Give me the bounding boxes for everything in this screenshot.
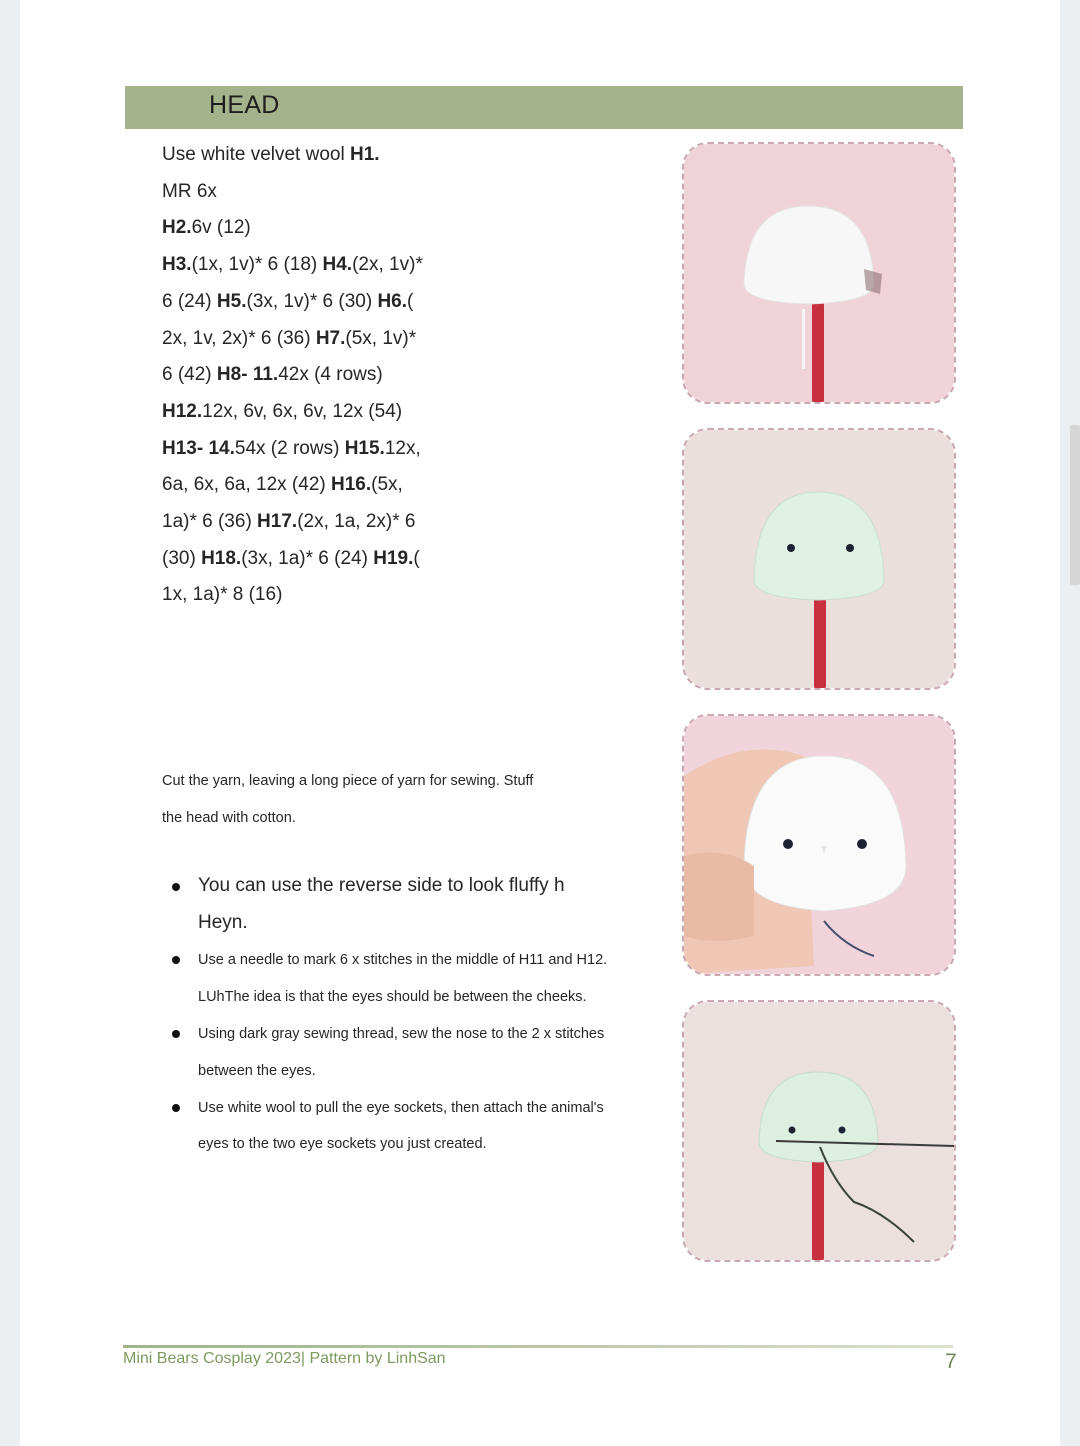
pattern-row: 2x, 1v, 2x)* 6 (36) H7.(5x, 1v)* bbox=[162, 327, 417, 349]
pattern-row: 6a, 6x, 6a, 12x (42) H16.(5x, bbox=[162, 474, 403, 496]
pattern-rows bbox=[162, 174, 462, 614]
footer-credit: Mini Bears Cosplay 2023| Pattern by LinhSan bbox=[123, 1350, 446, 1367]
note-line: Cut the yarn, leaving a long piece of yarn for sewing. Stuff bbox=[162, 773, 534, 789]
bullet-dot-icon bbox=[172, 1104, 180, 1112]
photo-white-head-on-stick bbox=[682, 142, 956, 404]
pattern-row: 1a)* 6 (36) H17.(2x, 1a, 2x)* 6 bbox=[162, 511, 416, 533]
bullet-text-line: Use white wool to pull the eye sockets, then attach the animal's bbox=[198, 1099, 604, 1116]
bullet-text-line: between the eyes. bbox=[198, 1062, 316, 1079]
pattern-row: H13- 14.54x (2 rows) H15.12x, bbox=[162, 437, 421, 459]
finishing-note bbox=[162, 763, 602, 836]
photo-head-in-hand bbox=[682, 714, 956, 976]
pattern-row: MR 6x bbox=[162, 180, 217, 202]
section-title: HEAD bbox=[209, 91, 280, 119]
note-line: the head with cotton. bbox=[162, 809, 296, 826]
document-page bbox=[20, 0, 1060, 1446]
pattern-row: H3.(1x, 1v)* 6 (18) H4.(2x, 1v)* bbox=[162, 254, 423, 276]
bullet-item bbox=[170, 1016, 650, 1090]
bullet-text-line: Heyn. bbox=[198, 911, 248, 933]
bullet-item bbox=[170, 942, 650, 1016]
pattern-intro-line: Use white velvet wool H1. bbox=[162, 144, 380, 165]
bullet-text-line: You can use the reverse side to look fluffy h bbox=[198, 875, 565, 896]
photo-mint-head-with-needle bbox=[682, 1000, 956, 1262]
pattern-row: (30) H18.(3x, 1a)* 6 (24) H19.( bbox=[162, 547, 420, 569]
pattern-row: H2.6v (12) bbox=[162, 217, 251, 239]
page-number: 7 bbox=[945, 1350, 957, 1373]
tips-bullet-list bbox=[170, 868, 650, 1163]
footer-divider bbox=[123, 1345, 953, 1348]
bullet-dot-icon bbox=[172, 1030, 180, 1038]
pattern-row: 1x, 1a)* 8 (16) bbox=[162, 584, 283, 606]
bullet-item bbox=[170, 1090, 650, 1164]
section-header-band bbox=[125, 86, 963, 129]
scrollbar-thumb[interactable] bbox=[1070, 425, 1080, 585]
bullet-dot-icon bbox=[172, 956, 180, 964]
bullet-text-line: LUhThe idea is that the eyes should be between the cheeks. bbox=[198, 989, 587, 1006]
bullet-text-line: Using dark gray sewing thread, sew the nose to the 2 x stitches bbox=[198, 1026, 605, 1042]
pattern-row: H12.12x, 6v, 6x, 6v, 12x (54) bbox=[162, 400, 403, 422]
bullet-item bbox=[170, 868, 650, 941]
bullet-text-line: Use a needle to mark 6 x stitches in the middle of H11 and H12. bbox=[198, 952, 608, 969]
bullet-dot-icon bbox=[172, 883, 180, 891]
photo-mint-head-with-eyes bbox=[682, 428, 956, 690]
pattern-row: 6 (42) H8- 11.42x (4 rows) bbox=[162, 364, 383, 386]
pattern-instructions bbox=[162, 137, 462, 614]
bullet-text-line: eyes to the two eye sockets you just created. bbox=[198, 1136, 487, 1153]
pattern-row: 6 (24) H5.(3x, 1v)* 6 (30) H6.( bbox=[162, 290, 414, 312]
